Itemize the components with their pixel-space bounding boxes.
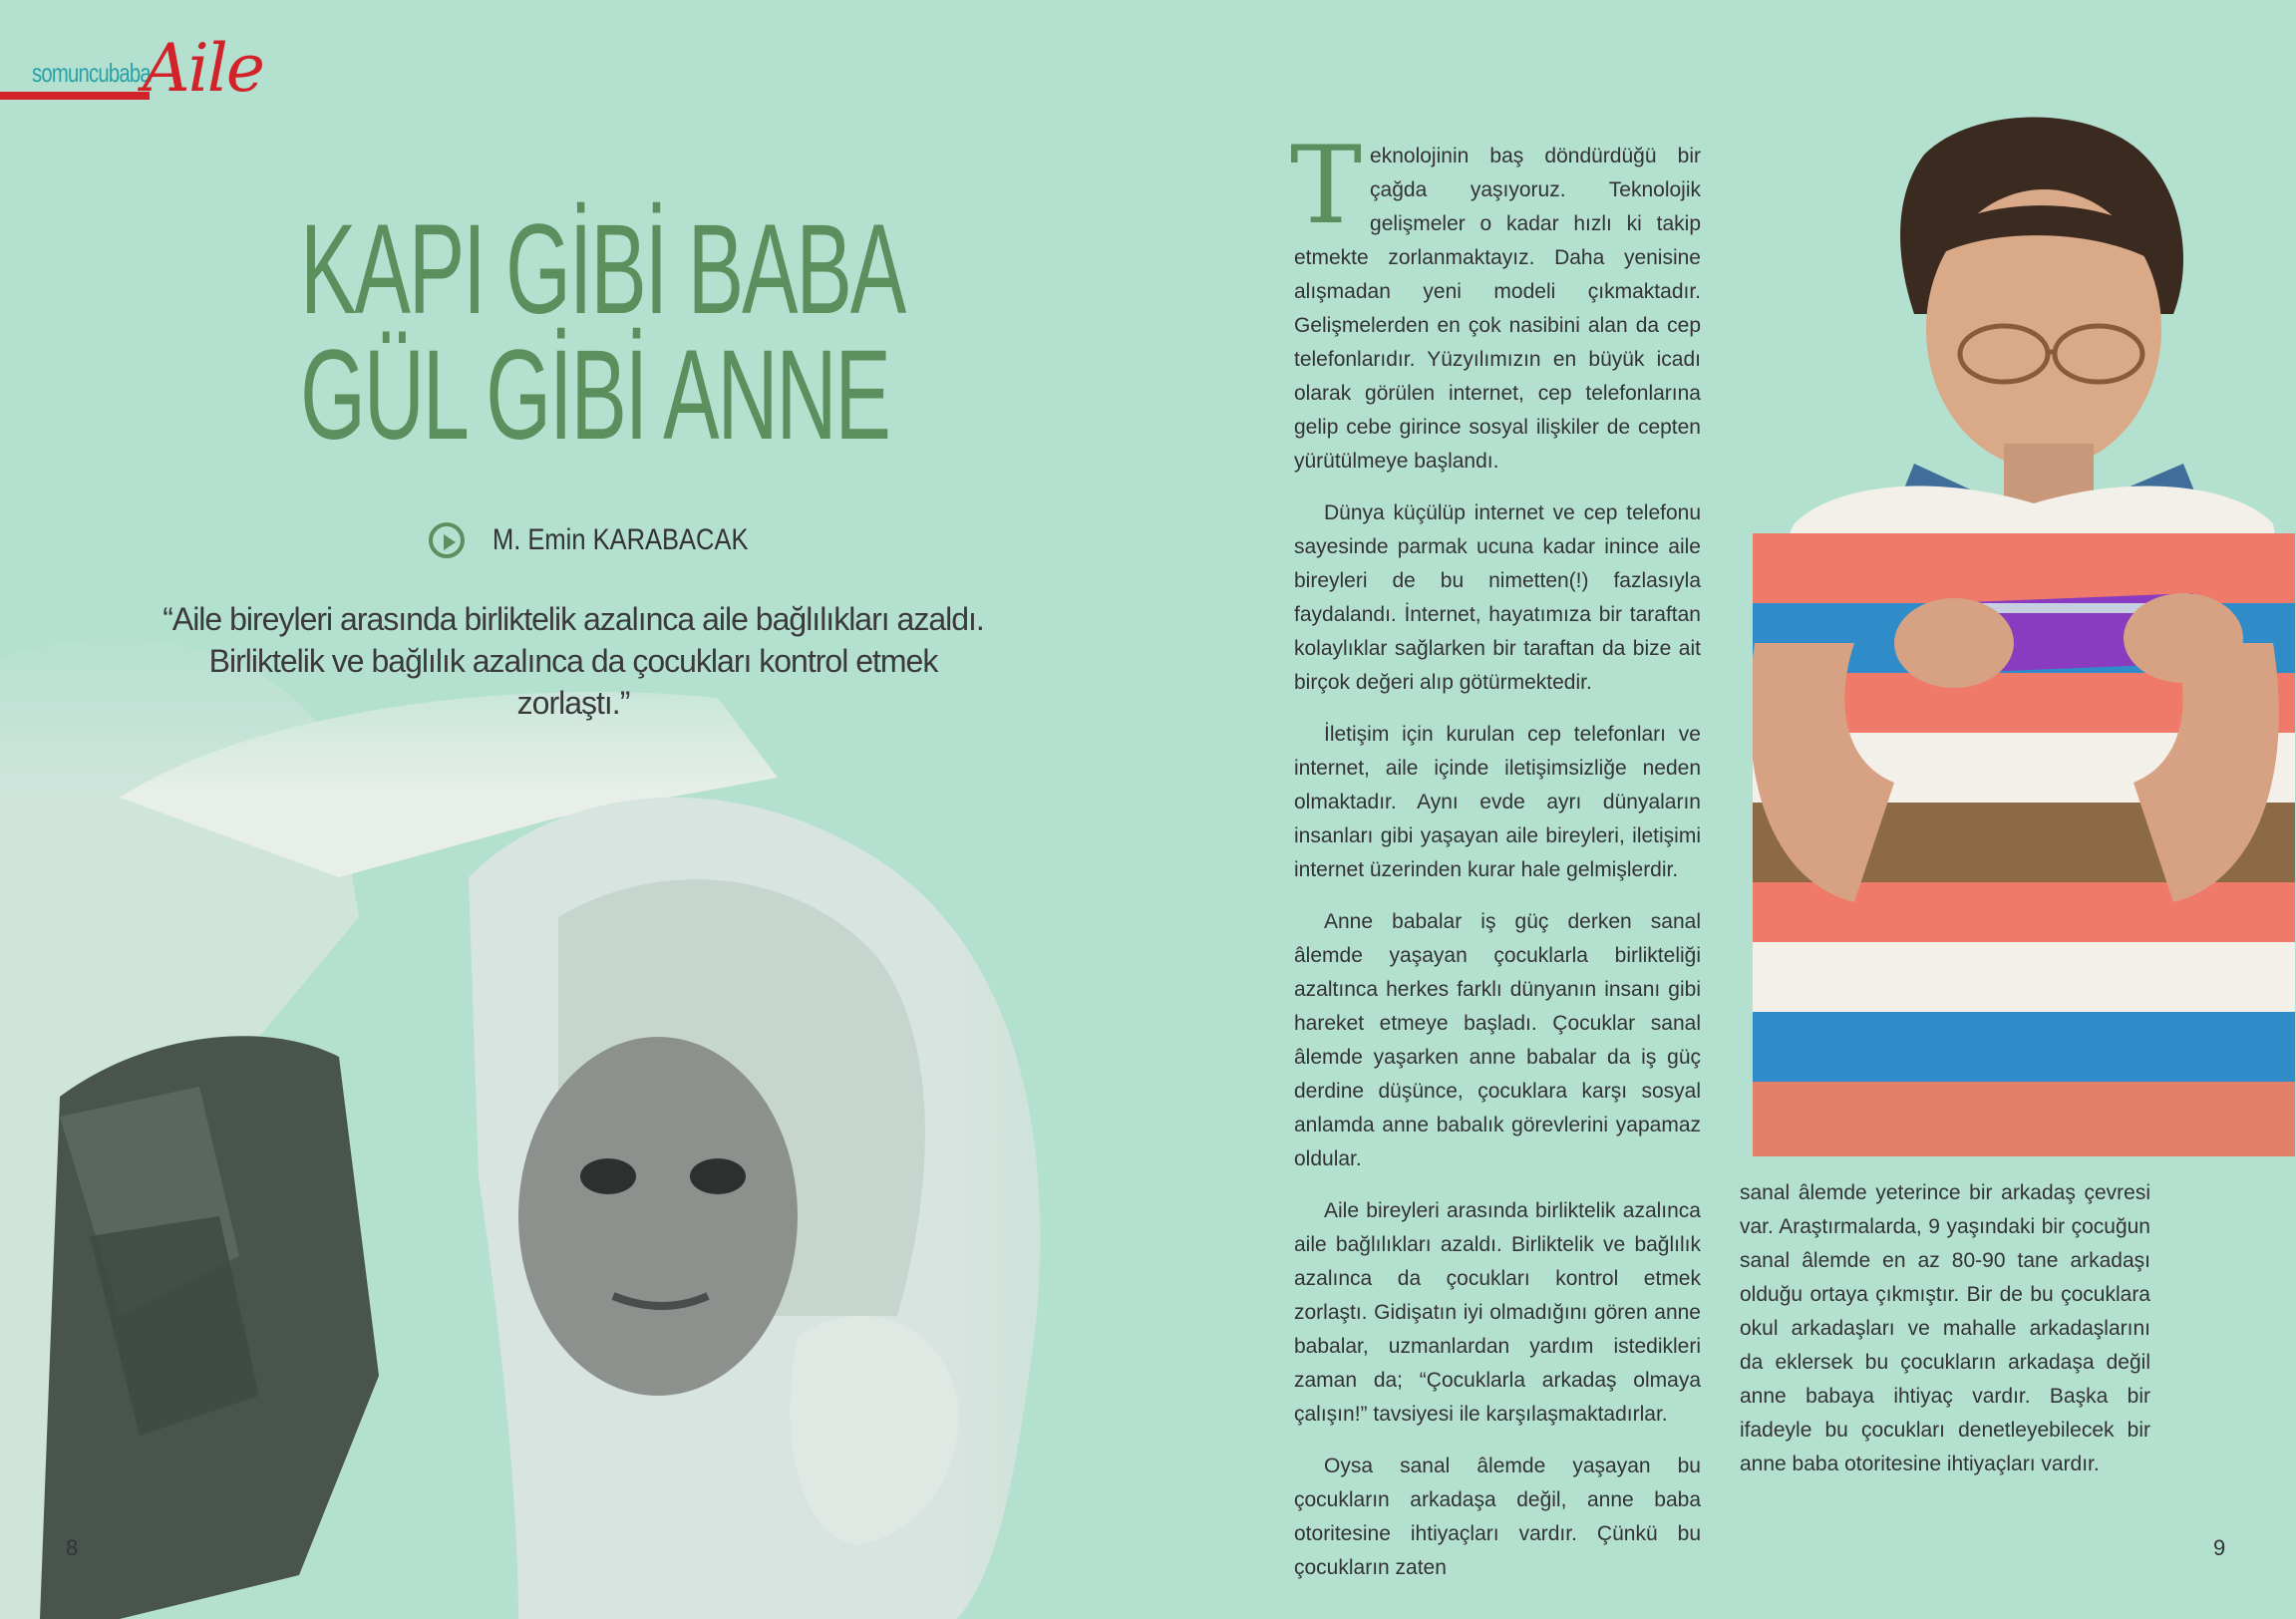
drop-cap: T (1290, 124, 1363, 248)
play-circle-icon (429, 522, 465, 558)
paragraph-1 (1290, 124, 1701, 479)
paragraph-6: Oysa sanal âlemde yaşayan bu çocukların arkadaşa değil, anne baba otoritesine ihtiyaçları vardır. Çünkü bu çocukların zaten (1294, 1455, 1701, 1579)
masthead-brand (32, 58, 151, 89)
body-column-2 (1740, 1176, 2150, 1499)
author-byline (429, 518, 794, 562)
paragraph-1-text: eknolojinin baş döndürdüğü bir çağda yaşıyoruz. Teknolojik gelişmeler o kadar hızlı ki takip etmekte zorlanmaktayız. Daha yenisine alışmadan yeni modeli çıkmaktadır. Gelişmelerden en çok nasibini alan da cep telefonlarıdır. Yüzyılımızın en büyük icadı olarak görülen internet, cep telefonlarına gelip cebe girince sosyal ilişkiler de cepten yürütülmeye başlandı. (1294, 145, 1701, 473)
brand-mid: baba (108, 58, 151, 88)
paragraph-2: Dünya küçülüp internet ve cep telefonu sayesinde parmak ucuna kadar inince aile bireyleri de bu nimetten(!) fazlasıyla faydalandı. İnternet, hayatımıza bir taraftan kolaylıklar sağlarken bir taraftan da bize ait birçok değeri alıp götürmektedir. (1294, 501, 1701, 694)
title-line-1: KAPI GİBİ BABA (300, 198, 905, 341)
author-name: M. Emin KARABACAK (492, 523, 749, 556)
paragraph-3: İletişim için kurulan cep telefonları ve internet, aile içinde iletişimsizliğe neden olmaktadır. Aynı evde ayrı dünyaların insanları gibi yaşayan aile bireyleri, iletişimi internet üzerinden kurar hale gelmişlerdir. (1294, 723, 1701, 881)
paragraph-4: Anne babalar iş güç derken sanal âlemde yaşayan çocuklarla birlikteliği azaltınca herkes farklı dünyanın insanı gibi hareket etmeye başladı. Çocuklar sanal âlemde yaşarken anne babalar da iş güç derdine düşünce, çocuklara karşı sosyal anlamda anne babalık görevlerini yapamaz oldular. (1294, 910, 1701, 1170)
masthead-section: Aile (143, 30, 263, 107)
masthead-red-bar (0, 92, 150, 100)
page-number-right: 9 (2213, 1535, 2226, 1560)
brand-prefix: somuncu (32, 58, 109, 88)
pull-quote: “Aile bireyleri arasında birliktelik azalınca aile bağlılıkları azaldı. Birliktelik ve bağlılık azalınca da çocukları kontrol etmek zorlaştı.” (163, 601, 984, 721)
girl-headscarf-photo (0, 618, 1226, 1619)
paragraph-7: sanal âlemde yeterince bir arkadaş çevresi var. Araştırmalarda, 9 yaşındaki bir çocuğun sanal âlemde en az 80-90 tane arkadaşı olduğu ortaya çıkmıştır. Bir de bu çocuklara okul arkadaşları ve mahalle arkadaşlarını da eklersek bu çocukların arkadaşa değil anne babaya ihtiyaç vardır. Başka bir ifadeyle bu çocukları denetleyebilecek bir anne baba otoritesine ihtiyaçları vardır. (1740, 1181, 2150, 1475)
boy-with-phone-photo (1735, 85, 2295, 1156)
title-line-2: GÜL GİBİ ANNE (300, 324, 889, 467)
page-number-left: 8 (66, 1535, 79, 1560)
article-title (300, 198, 905, 467)
body-column-1 (1290, 124, 1701, 1603)
paragraph-5: Aile bireyleri arasında birliktelik azalınca aile bağlılıkları azaldı. Birliktelik ve bağlılık azalınca da çocukları kontrol etmek zorlaştı. Gidişatın iyi olmadığını gören anne babalar, uzmanlardan yardım istedikleri zaman da; “Çocuklarla arkadaş olmaya çalışın!” tavsiyesi ile karşılaşmaktadırlar. (1294, 1199, 1701, 1426)
